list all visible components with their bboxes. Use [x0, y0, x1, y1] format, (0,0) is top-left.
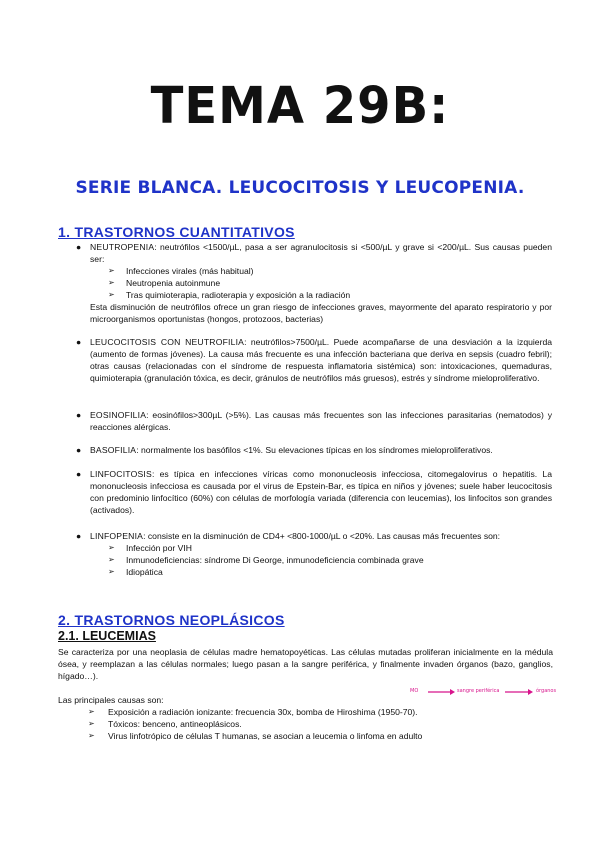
- section-heading-2: 2. TRASTORNOS NEOPLÁSICOS: [58, 612, 285, 628]
- list-item-neutropenia: [76, 241, 552, 325]
- page-title: TEMA 29B:: [150, 76, 450, 136]
- list-item: ➢ Tóxicos: benceno, antineoplásicos.: [88, 719, 242, 729]
- term-label: NEUTROPENIA: [90, 242, 155, 252]
- list-item-leucocitosis: [76, 336, 553, 384]
- causes-intro: Las principales causas son:: [58, 695, 164, 705]
- bullet-dot-icon: ●: [76, 445, 82, 455]
- causes-list: [58, 706, 478, 742]
- arrowhead-icon: ➢: [108, 290, 115, 299]
- sub-list-item: ➢ Tras quimioterapia, radioterapia y exposición a la radiación: [108, 290, 351, 300]
- list-item: ➢ Exposición a radiación ionizante: frecuencia 30x, bomba de Hiroshima (1950-70).: [88, 707, 418, 717]
- leucemias-paragraph: Se caracteriza por una neoplasia de células madre hematopoyéticas. Las células mutadas proliferan inicialmente en la médula ósea, y reemplazan a las células normales; luego pasan a la sangre periférica, y finalmente invaden órganos (bazo, ganglios, hígado…).: [58, 647, 553, 681]
- handwritten-note: [410, 686, 570, 700]
- note-label: órganos: [536, 688, 557, 694]
- bullet-dot-icon: ●: [76, 531, 82, 541]
- item-text: : neutrófilos <1500/µL, pasa a ser agranulocitosis si <500/µL y grave si <200/µL. Sus causas pueden ser:: [90, 242, 552, 264]
- arrowhead-icon: ➢: [108, 567, 115, 576]
- term-label: BASOFILIA: [90, 445, 137, 455]
- list-item-linfopenia: [76, 530, 552, 578]
- item-text: : normalmente los basófilos <1%. Su elevaciones típicas en los síndromes mieloproliferativos.: [136, 445, 493, 455]
- sub-list-item: ➢ Idiopática: [108, 567, 163, 577]
- bullet-dot-icon: ●: [76, 410, 82, 420]
- term-label: LINFOPENIA: [90, 531, 144, 541]
- sub-list-item: ➢ Inmunodeficiencias: síndrome Di George, inmunodeficiencia combinada grave: [108, 555, 424, 565]
- term-label: LINFOCITOSIS: [90, 469, 152, 479]
- subsection-heading-leucemias: 2.1. LEUCEMIAS: [58, 629, 156, 643]
- term-label: EOSINOFILIA: [90, 410, 147, 420]
- item-text: : es típica en infecciones víricas como mononucleosis infecciosa, citomegalovirus o hepatitis. La mononucleosis infecciosa es causada por el virus de Epstein-Bar, es típica en niños y jóvenes; suele haber leucocitosis con predominio linfocítico (60%) con células de morfología variada (diferencia con leucemias), los linfocitos son grandes (activados).: [90, 469, 552, 515]
- section-heading-1: 1. TRASTORNOS CUANTITATIVOS: [58, 224, 295, 240]
- arrowhead-icon: ➢: [108, 543, 115, 552]
- bullet-dot-icon: ●: [76, 469, 82, 479]
- item-text: : neutrófilos>7500/µL. Puede acompañarse de una desviación a la izquierda (aumento de formas jóvenes). La causa más frecuente es una infección bacteriana que deriva en sepsis (cuadro febril); otras causas (relacionadas con el síndrome de respuesta inflamatoria sistémica) son: intoxicaciones, quemaduras, quimioterapia (granulación tóxica, es decir, gránulos de neutrófilos más gruesos), estrés y síndrome mieloproliferativo.: [90, 337, 553, 383]
- list-item-basofilia: [76, 444, 552, 456]
- page-subtitle: SERIE BLANCA. LEUCOCITOSIS Y LEUCOPENIA.: [75, 178, 525, 198]
- sub-list-item: ➢ Neutropenia autoinmune: [108, 278, 221, 288]
- arrowhead-icon: ➢: [88, 731, 95, 740]
- arrowhead-icon: ➢: [88, 719, 95, 728]
- arrowhead-icon: ➢: [108, 266, 115, 275]
- sub-list-item: ➢ Infección por VIH: [108, 543, 192, 553]
- list-item: ➢ Virus linfotrópico de células T humanas, se asocian a leucemia o linfoma en adulto: [88, 731, 423, 741]
- arrowhead-icon: ➢: [108, 555, 115, 564]
- note-label: sangre periférica: [457, 688, 500, 694]
- item-followup-text: Esta disminución de neutrófilos ofrece un gran riesgo de infecciones graves, mayormente del aparato respiratorio y por microorganismos oportunistas (hongos, protozoos, bacterias): [90, 302, 552, 324]
- term-label: LEUCOCITOSIS CON NEUTROFILIA: [90, 337, 245, 347]
- list-item-linfocitosis: [76, 468, 552, 516]
- bullet-dot-icon: ●: [76, 242, 82, 252]
- item-text: : consiste en la disminución de CD4+ <800-1000/µL o <20%. Las causas más frecuentes son:: [143, 531, 501, 541]
- sub-list-item: ➢ Infecciones virales (más habitual): [108, 266, 254, 276]
- list-item-eosinofilia: [76, 409, 552, 433]
- item-text: : eosinófilos>300µL (>5%). Las causas más frecuentes son las infecciones parasitarias (nematodos) y reacciones alérgicas.: [90, 410, 552, 432]
- note-label: MO: [410, 688, 419, 694]
- bullet-dot-icon: ●: [76, 337, 82, 347]
- arrowhead-icon: ➢: [108, 278, 115, 287]
- arrowhead-icon: ➢: [88, 707, 95, 716]
